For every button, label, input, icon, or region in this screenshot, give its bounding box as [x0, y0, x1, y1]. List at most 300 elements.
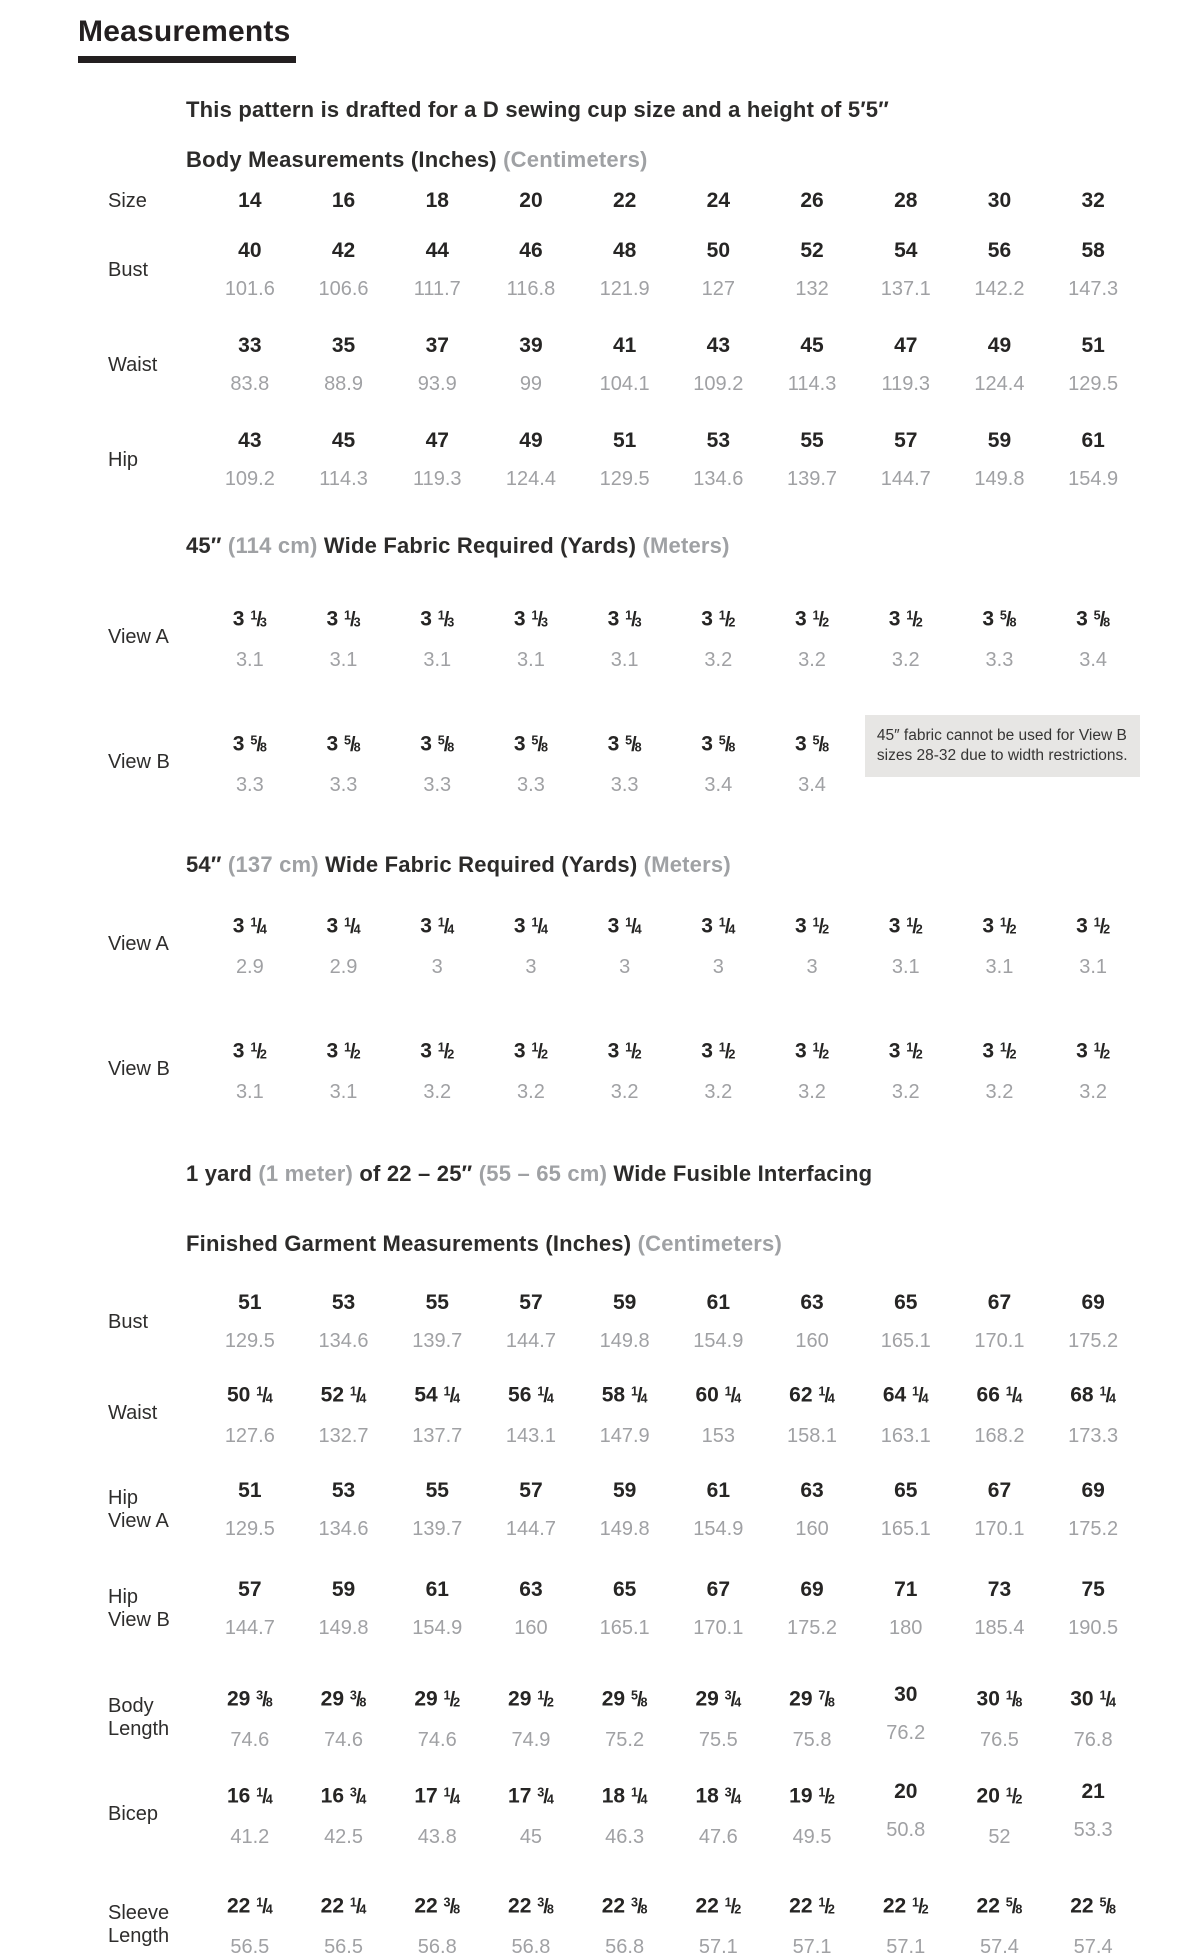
heading-text: This pattern is drafted for a D sewing cup size and a height of 5′5″ [186, 97, 889, 122]
inches-value: 22 $^5$/8 [1070, 1894, 1117, 1918]
inches-value: 60 $^1$/4 [695, 1383, 742, 1407]
section-heading-body-measurements [186, 147, 1140, 173]
centimeters-value: 101.6 [224, 278, 275, 300]
centimeters-value: 3.1 [423, 649, 452, 672]
fabric-width-note: 45″ fabric cannot be used for View B sizes 28-32 due to width restrictions. [865, 715, 1140, 777]
inches-value: 3 $^1$/3 [513, 607, 548, 631]
inches-value: 35 [331, 334, 356, 357]
measurement-cell [953, 1890, 1047, 1959]
inches-value: 71 [894, 1578, 918, 1602]
measurement-cell [203, 1379, 297, 1448]
inches-value: 3 $^1$/2 [607, 1039, 642, 1063]
inches-value: 18 $^3$/4 [695, 1784, 742, 1808]
inches-value: 43 [706, 334, 731, 357]
measurement-cell [297, 429, 391, 491]
measurement-cell [203, 603, 297, 672]
measurement-cell [484, 1780, 578, 1849]
measurement-cell [297, 910, 391, 979]
measurement-cell [578, 189, 672, 213]
row-label-line: Bust [108, 1310, 149, 1333]
measurement-tables [78, 97, 1140, 1959]
inches-value: 59 [331, 1578, 356, 1602]
centimeters-value: 74.6 [324, 1729, 363, 1752]
unit-alt-label: (Centimeters) [503, 147, 648, 172]
measurement-cell [859, 1578, 953, 1640]
centimeters-value: 139.7 [412, 1518, 463, 1541]
centimeters-value: 144.7 [505, 1518, 556, 1541]
row-label-line: Length [108, 1924, 170, 1947]
row-label [78, 910, 203, 979]
measurement-cell [1046, 1780, 1140, 1849]
centimeters-value: 3.2 [1079, 1081, 1108, 1104]
row-label-line: View B [108, 751, 170, 774]
centimeters-value: 175.2 [1068, 1330, 1119, 1353]
measurement-cell [765, 1890, 859, 1959]
table-row-bust [78, 239, 1140, 301]
centimeters-value: 165.1 [880, 1330, 931, 1353]
inches-value: 67 [987, 1479, 1012, 1503]
inches-value: 3 $^5$/8 [326, 732, 361, 756]
inches-value: 55 [425, 1479, 449, 1503]
heading-text: Wide Fusible Interfacing [607, 1161, 873, 1187]
centimeters-value: 53.3 [1073, 1819, 1113, 1842]
centimeters-value: 116.8 [506, 278, 556, 300]
measurement-cell [1046, 1035, 1140, 1104]
inches-value: 64 $^1$/4 [882, 1383, 929, 1407]
centimeters-value: 76.2 [886, 1722, 926, 1745]
measurement-cell [1046, 1479, 1140, 1541]
centimeters-value: 132.7 [318, 1425, 369, 1448]
row-label [78, 1578, 203, 1640]
inches-value: 3 $^5$/8 [794, 732, 830, 756]
inches-value: 22 $^1$/4 [320, 1894, 367, 1918]
size-value: 20 [519, 189, 543, 212]
inches-value: 33 [238, 334, 262, 357]
inches-value: 57 [238, 1578, 262, 1602]
centimeters-value: 158.1 [787, 1425, 838, 1448]
centimeters-value: 76.8 [1073, 1729, 1113, 1752]
inches-value: 55 [425, 1291, 449, 1315]
centimeters-value: 74.6 [230, 1729, 270, 1752]
row-label-line: View A [108, 933, 169, 956]
inches-value: 19 $^1$/2 [789, 1784, 835, 1808]
measurement-cell [484, 1035, 578, 1104]
measurement-cell [859, 239, 953, 301]
measurement-cell [390, 1479, 484, 1541]
measurement-cell [671, 429, 765, 491]
centimeters-value: 75.8 [792, 1729, 832, 1752]
row-label [78, 1780, 203, 1849]
size-value: 28 [894, 189, 918, 212]
centimeters-value: 47.6 [698, 1826, 738, 1849]
measurement-cell [765, 1683, 859, 1752]
size-value: 16 [331, 189, 356, 212]
inches-value: 3 $^1$/2 [982, 914, 1017, 938]
row-label-line: Hip [108, 448, 139, 471]
measurement-cell [859, 429, 953, 491]
measurement-cell [953, 1379, 1047, 1448]
heading-text: Body Measurements (Inches) [186, 147, 504, 172]
measurement-cell [765, 1479, 859, 1541]
centimeters-value: 74.9 [511, 1729, 551, 1752]
measurement-cell [859, 1780, 953, 1849]
table-row-f-bust [78, 1291, 1140, 1353]
centimeters-value: 3 [712, 956, 724, 979]
inches-value: 17 $^3$/4 [508, 1784, 554, 1808]
measurement-cell [671, 334, 765, 396]
measurement-cell [203, 189, 297, 213]
measurement-cell [953, 1479, 1047, 1541]
inches-value: 30 [894, 1683, 918, 1707]
inches-value: 59 [987, 429, 1012, 452]
centimeters-value: 3.1 [610, 649, 639, 672]
centimeters-value: 154.9 [412, 1617, 463, 1640]
measurement-cell [765, 603, 859, 672]
inches-value: 61 [425, 1578, 449, 1602]
centimeters-value: 109.2 [693, 373, 744, 395]
centimeters-value: 49.5 [792, 1826, 832, 1849]
measurement-cell [671, 1683, 765, 1752]
centimeters-value: 3.3 [235, 774, 264, 797]
centimeters-value: 173.3 [1068, 1425, 1119, 1448]
centimeters-value: 3.2 [704, 1081, 733, 1104]
size-value: 14 [238, 189, 262, 212]
measurement-cell [671, 239, 765, 301]
measurement-cell [953, 189, 1047, 213]
centimeters-value: 2.9 [329, 956, 358, 979]
centimeters-value: 46.3 [605, 1826, 645, 1849]
inches-value: 46 [519, 239, 543, 262]
measurement-cell [578, 1890, 672, 1959]
measurement-cell [297, 728, 391, 797]
centimeters-value: 144.7 [505, 1330, 556, 1353]
measurement-cell [671, 1578, 765, 1640]
centimeters-value: 74.6 [417, 1729, 457, 1752]
measurement-cell [578, 239, 672, 301]
row-label-line: View A [108, 626, 169, 649]
measurement-cell [578, 910, 672, 979]
measurement-cell [765, 334, 859, 396]
centimeters-value: 119.3 [412, 468, 462, 490]
inches-value: 22 $^3$/8 [414, 1894, 461, 1918]
heading-text: of 22 – 25″ [353, 1161, 479, 1187]
measurement-cell [1046, 189, 1140, 213]
centimeters-value: 3 [619, 956, 631, 979]
measurement-cell [203, 429, 297, 491]
centimeters-value: 43.8 [417, 1826, 457, 1849]
measurements-page [78, 14, 1140, 1959]
measurement-cell [297, 239, 391, 301]
table-row-view-a-45 [78, 603, 1140, 672]
inches-value: 61 [706, 1479, 731, 1503]
measurement-cell [390, 1291, 484, 1353]
inches-value: 29 $^3$/8 [320, 1687, 367, 1711]
inches-value: 3 $^1$/2 [888, 914, 923, 938]
inches-value: 69 [800, 1578, 824, 1602]
centimeters-value: 3 [431, 956, 443, 979]
inches-value: 50 [706, 239, 731, 262]
centimeters-value: 190.5 [1068, 1617, 1119, 1640]
measurement-cell [859, 1379, 953, 1448]
unit-alt-label: (114 cm) [227, 533, 318, 558]
measurement-cell [484, 334, 578, 396]
heading-text: 45″ [186, 533, 228, 558]
centimeters-value: 45 [519, 1826, 543, 1849]
centimeters-value: 3.1 [1079, 956, 1108, 979]
centimeters-value: 153 [701, 1425, 736, 1448]
centimeters-value: 57.1 [792, 1936, 832, 1959]
inches-value: 3 $^5$/8 [607, 732, 642, 756]
measurement-cell [203, 1291, 297, 1353]
centimeters-value: 154.9 [1068, 468, 1119, 490]
inches-value: 56 $^1$/4 [508, 1383, 554, 1407]
measurement-cell [1046, 603, 1140, 672]
row-label [78, 429, 203, 491]
inches-value: 66 $^1$/4 [976, 1383, 1023, 1407]
inches-value: 3 $^1$/3 [607, 607, 642, 631]
measurement-cell [765, 429, 859, 491]
centimeters-value: 104.1 [599, 373, 650, 395]
inches-value: 29 $^1$/2 [508, 1687, 554, 1711]
centimeters-value: 149.8 [318, 1617, 369, 1640]
measurement-cell [297, 1578, 391, 1640]
centimeters-value: 3.1 [891, 956, 920, 979]
row-label-line: Body [108, 1694, 154, 1717]
inches-value: 61 [1081, 429, 1105, 452]
measurement-cell [203, 728, 297, 797]
inches-value: 3 $^1$/3 [232, 607, 267, 631]
centimeters-value: 42.5 [324, 1826, 363, 1849]
measurement-cell [484, 1479, 578, 1541]
row-label-line: Waist [108, 1402, 158, 1425]
inches-value: 16 $^3$/4 [320, 1784, 367, 1808]
inches-value: 63 [519, 1578, 543, 1602]
measurement-cell [297, 334, 391, 396]
measurement-cell [765, 189, 859, 213]
measurement-cell [765, 910, 859, 979]
measurement-cell [859, 1683, 953, 1752]
centimeters-value: 3.3 [610, 774, 639, 797]
inches-value: 39 [519, 334, 543, 357]
inches-value: 3 $^5$/8 [982, 607, 1017, 631]
centimeters-value: 3.2 [610, 1081, 639, 1104]
measurement-cell [671, 1890, 765, 1959]
centimeters-value: 50.8 [886, 1819, 926, 1842]
inches-value: 3 $^1$/2 [420, 1039, 455, 1063]
measurement-cell [484, 1379, 578, 1448]
centimeters-value: 139.7 [787, 468, 838, 490]
centimeters-value: 144.7 [224, 1617, 275, 1640]
centimeters-value: 129.5 [1068, 373, 1119, 395]
inches-value: 3 $^1$/2 [888, 607, 923, 631]
measurement-cell [484, 603, 578, 672]
measurement-cell [859, 1291, 953, 1353]
centimeters-value: 41.2 [230, 1826, 270, 1849]
measurement-cell [390, 189, 484, 213]
inches-value: 3 $^1$/2 [1076, 914, 1111, 938]
inches-value: 22 $^1$/2 [789, 1894, 835, 1918]
measurement-cell [953, 1035, 1047, 1104]
centimeters-value: 137.7 [412, 1425, 463, 1448]
measurement-cell [859, 334, 953, 396]
measurement-cell [953, 1780, 1047, 1849]
centimeters-value: 106.6 [318, 278, 369, 300]
inches-value: 3 $^5$/8 [1076, 607, 1111, 631]
measurement-cell [671, 1291, 765, 1353]
centimeters-value: 129.5 [224, 1518, 275, 1541]
measurement-cell [1046, 1578, 1140, 1640]
measurement-cell [297, 1683, 391, 1752]
size-value: 24 [706, 189, 731, 212]
measurement-cell [484, 189, 578, 213]
inches-value: 3 $^1$/2 [326, 1039, 361, 1063]
measurement-cell [1046, 1890, 1140, 1959]
centimeters-value: 170.1 [974, 1330, 1025, 1353]
inches-value: 52 $^1$/4 [320, 1383, 367, 1407]
measurement-cell [1046, 1291, 1140, 1353]
centimeters-value: 160 [795, 1518, 829, 1541]
centimeters-value: 134.6 [318, 1518, 369, 1541]
inches-value: 53 [706, 429, 731, 452]
measurement-cell [765, 1291, 859, 1353]
inches-value: 63 [800, 1291, 824, 1315]
inches-value: 3 $^1$/4 [420, 914, 455, 938]
row-label [78, 603, 203, 672]
inches-value: 51 [238, 1479, 262, 1503]
inches-value: 22 $^3$/8 [508, 1894, 554, 1918]
centimeters-value: 185.4 [974, 1617, 1025, 1640]
row-label-line: View B [108, 1609, 170, 1632]
interfacing-text [186, 1161, 1140, 1187]
inches-value: 3 $^1$/4 [326, 914, 361, 938]
measurement-cell [578, 429, 672, 491]
inches-value: 41 [612, 334, 637, 357]
inches-value: 3 $^5$/8 [232, 732, 267, 756]
centimeters-value: 56.8 [511, 1936, 551, 1959]
centimeters-value: 3.2 [891, 1081, 920, 1104]
centimeters-value: 93.9 [417, 373, 457, 395]
inches-value: 67 [706, 1578, 731, 1602]
measurement-cell [484, 1291, 578, 1353]
measurement-cell [953, 910, 1047, 979]
measurement-cell [765, 1578, 859, 1640]
inches-value: 61 [706, 1291, 731, 1315]
table-row-waist [78, 334, 1140, 396]
centimeters-value: 3.2 [517, 1081, 545, 1104]
inches-value: 49 [519, 429, 543, 452]
centimeters-value: 56.5 [230, 1936, 270, 1959]
measurement-cell [578, 1780, 672, 1849]
centimeters-value: 147.3 [1068, 278, 1119, 300]
heading-text: Wide Fabric Required (Yards) [318, 852, 644, 878]
measurement-cell [765, 1035, 859, 1104]
inches-value: 37 [425, 334, 449, 357]
centimeters-value: 52 [988, 1826, 1011, 1849]
centimeters-value: 3.3 [329, 774, 358, 797]
inches-value: 45 [800, 334, 824, 357]
row-label [78, 1683, 203, 1752]
measurement-cell [953, 334, 1047, 396]
table-row-f-waist [78, 1379, 1140, 1448]
row-label [78, 239, 203, 301]
table-row-hip [78, 429, 1140, 491]
measurement-cell [953, 1683, 1047, 1752]
inches-value: 22 $^1$/2 [882, 1894, 929, 1918]
table-row-bicep [78, 1780, 1140, 1849]
inches-value: 3 $^1$/2 [794, 1039, 830, 1063]
centimeters-value: 127 [701, 278, 736, 300]
table-row-view-b-54 [78, 1035, 1140, 1104]
inches-value: 3 $^1$/2 [232, 1039, 267, 1063]
measurement-cell [390, 1780, 484, 1849]
centimeters-value: 168.2 [974, 1425, 1025, 1448]
centimeters-value: 149.8 [599, 1330, 650, 1353]
inches-value: 22 $^5$/8 [976, 1894, 1023, 1918]
inches-value: 20 $^1$/2 [976, 1784, 1023, 1808]
centimeters-value: 56.8 [605, 1936, 645, 1959]
measurement-cell [1046, 334, 1140, 396]
centimeters-value: 76.5 [979, 1729, 1019, 1752]
centimeters-value: 2.9 [235, 956, 264, 979]
row-label [78, 1479, 203, 1541]
inches-value: 48 [612, 239, 637, 262]
row-label [78, 1035, 203, 1104]
table-row-sleeve-length [78, 1890, 1140, 1959]
heading-text: Finished Garment Measurements (Inches) [186, 1231, 638, 1257]
inches-value: 53 [331, 1291, 356, 1315]
row-label-line: Length [108, 1717, 170, 1740]
centimeters-value: 83.8 [230, 373, 270, 395]
centimeters-value: 3 [806, 956, 818, 979]
measurement-cell [203, 1683, 297, 1752]
centimeters-value: 88.9 [324, 373, 363, 395]
section-heading-fabric-54 [186, 852, 1140, 878]
row-label [78, 1291, 203, 1353]
centimeters-value: 154.9 [693, 1518, 744, 1541]
table-row-hip-view-a [78, 1479, 1140, 1541]
inches-value: 44 [425, 239, 449, 262]
inches-value: 51 [1081, 334, 1105, 357]
measurement-cell [1046, 1683, 1140, 1752]
centimeters-value: 119.3 [881, 373, 931, 395]
centimeters-value: 3.1 [329, 1081, 358, 1104]
centimeters-value: 134.6 [318, 1330, 369, 1353]
inches-value: 75 [1081, 1578, 1105, 1602]
measurement-cell [578, 603, 672, 672]
measurement-cell [671, 1479, 765, 1541]
table-row-view-b-45 [78, 728, 1140, 797]
inches-value: 3 $^1$/3 [420, 607, 455, 631]
centimeters-value: 154.9 [693, 1330, 744, 1353]
title-underline [78, 56, 296, 63]
centimeters-value: 129.5 [224, 1330, 275, 1353]
measurement-cell [203, 1890, 297, 1959]
centimeters-value: 124.4 [974, 373, 1025, 395]
centimeters-value: 149.8 [599, 1518, 650, 1541]
row-label-line: View B [108, 1058, 170, 1081]
inches-value: 20 [894, 1780, 918, 1804]
centimeters-value: 3.2 [985, 1081, 1014, 1104]
inches-value: 16 $^1$/4 [226, 1784, 273, 1808]
centimeters-value: 3.1 [235, 1081, 264, 1104]
inches-value: 68 $^1$/4 [1070, 1383, 1117, 1407]
inches-value: 3 $^1$/3 [326, 607, 361, 631]
measurement-cell [578, 1683, 672, 1752]
measurement-cell [297, 1379, 391, 1448]
inches-value: 21 [1081, 1780, 1105, 1804]
measurement-cell [765, 728, 859, 797]
measurement-cell [671, 910, 765, 979]
